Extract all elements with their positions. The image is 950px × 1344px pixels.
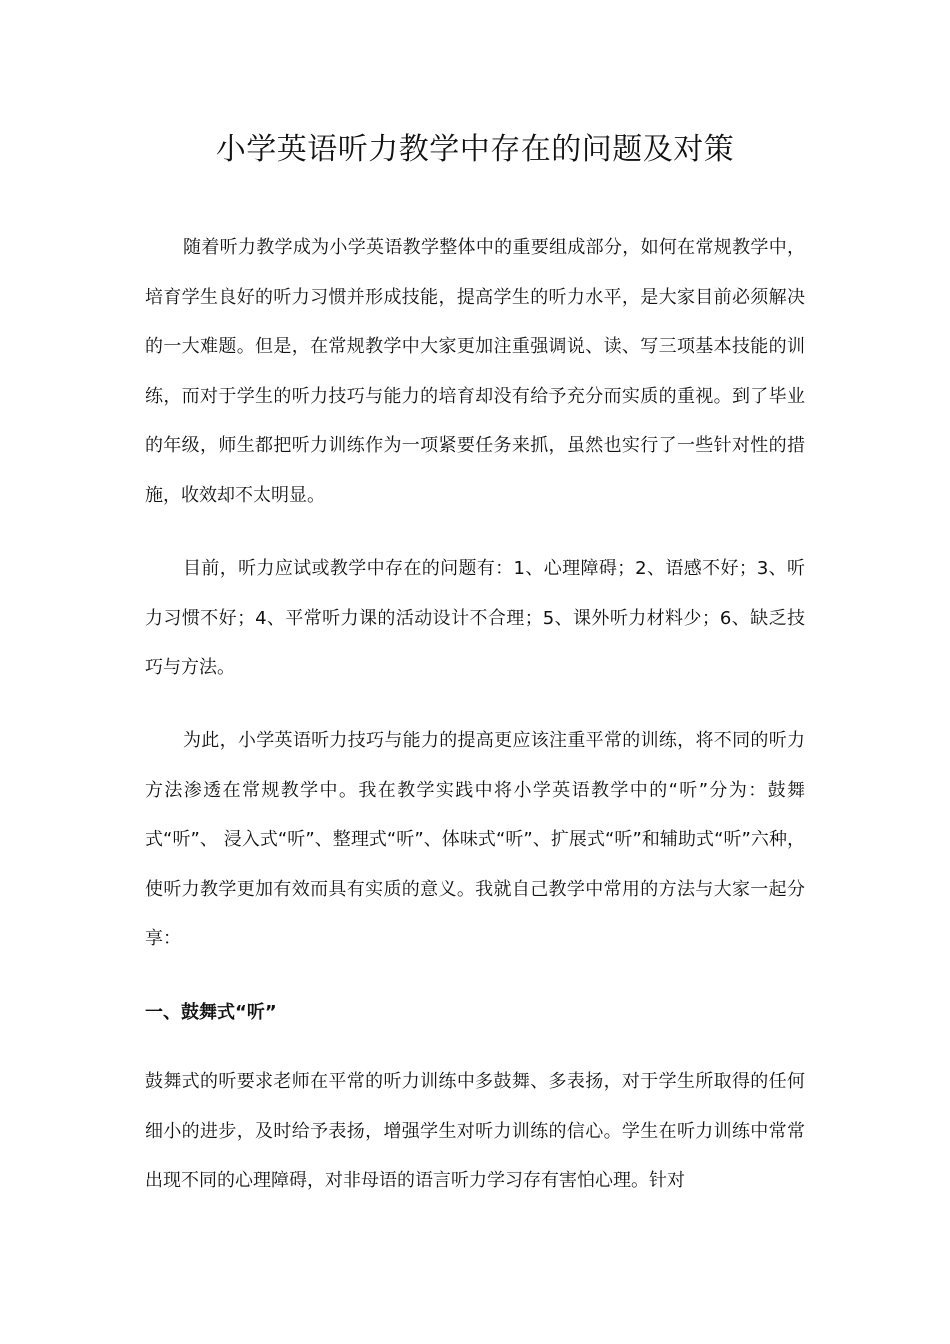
paragraph-problems: 目前，听力应试或教学中存在的问题有：1、心理障碍；2、语感不好；3、听力习惯不好；4、平常听力课的活动设计不合理；5、课外听力材料少；6、缺乏技巧与方法。 xyxy=(145,558,805,678)
paragraph-encouraging-listening: 鼓舞式的听要求老师在平常的听力训练中多鼓舞、多表扬，对于学生所取得的任何细小的进步，及时给予表扬，增强学生对听力训练的信心。学生在听力训练中常常出现不同的心理障碍，对非母语的语言听力学习存有害怕心理。针对 xyxy=(145,1071,805,1191)
document-title: 小学英语听力教学中存在的问题及对策 xyxy=(215,132,735,167)
paragraph-methods: 为此，小学英语听力技巧与能力的提高更应该注重平常的训练，将不同的听力方法渗透在常规教学中。我在教学实践中将小学英语教学中的“听”分为：鼓舞式“听”、 浸入式“听”、整理式“听”、体味式“听”、扩展式“听”和辅助式“听”六种，使听力教学更加有效而具有实质的意义。我就自己教学中常用的方法与大家一起分享： xyxy=(145,730,805,949)
paragraph-intro: 随着听力教学成为小学英语教学整体中的重要组成部分，如何在常规教学中，培育学生良好的听力习惯并形成技能，提高学生的听力水平，是大家目前必须解决的一大难题。但是，在常规教学中大家更加注重强调说、读、写三项基本技能的训练，而对于学生的听力技巧与能力的培育却没有给予充分而实质的重视。到了毕业的年级，师生都把听力训练作为一项紧要任务来抓，虽然也实行了一些针对性的措施，收效却不太明显。 xyxy=(145,237,805,506)
section-heading-encouraging-listening: 一、鼓舞式“听” xyxy=(145,1002,277,1023)
